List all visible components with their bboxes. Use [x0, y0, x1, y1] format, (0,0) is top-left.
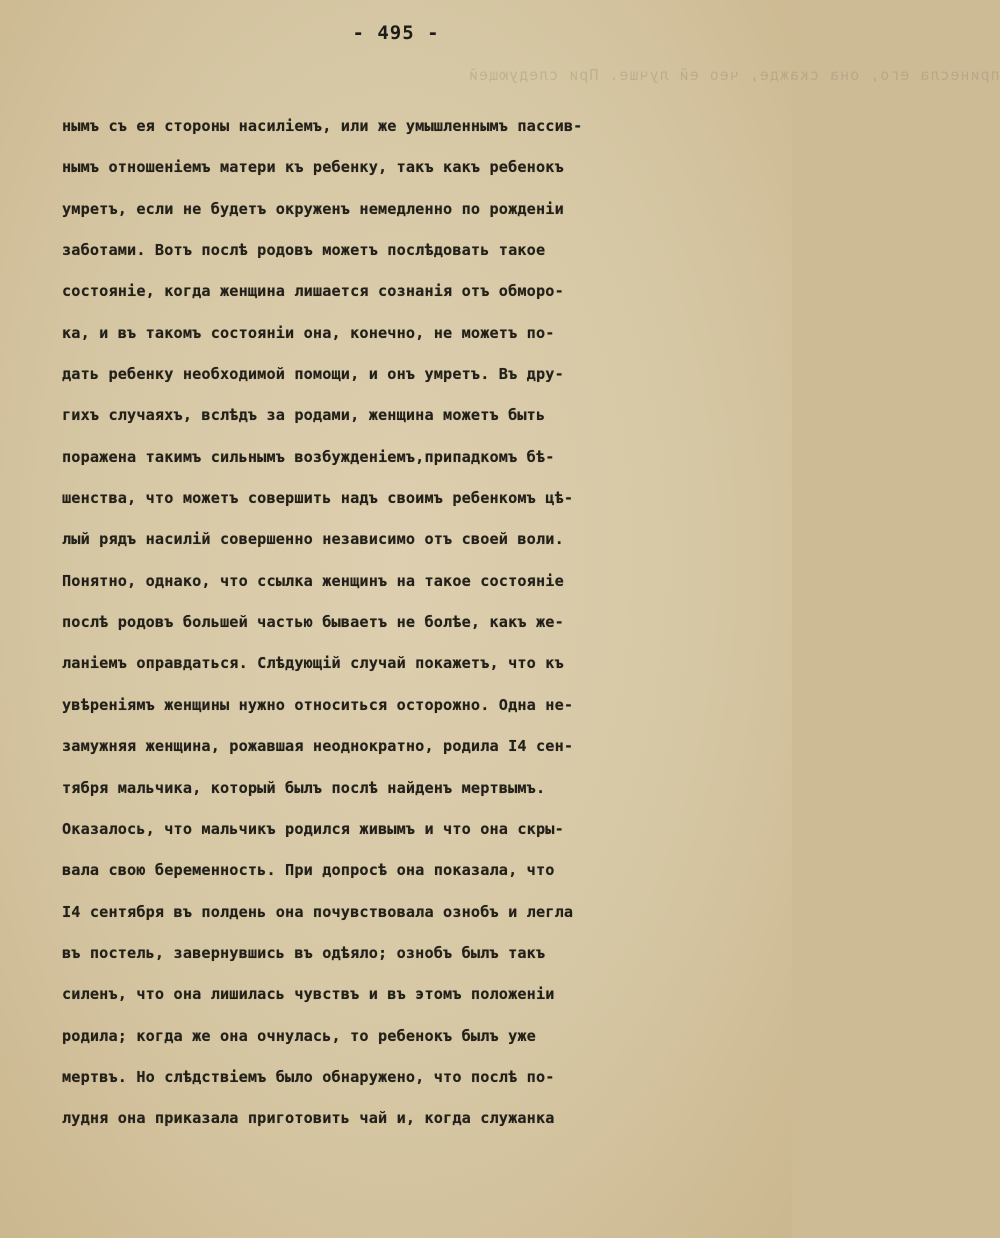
- text-line: нымъ отношеніемъ матери къ ребенку, такъ какъ ребенокъ: [62, 158, 564, 177]
- text-line: дать ребенку необходимой помощи, и онъ умретъ. Въ дру-: [62, 365, 564, 384]
- body-text: [62, 106, 774, 1140]
- bleed-through-text: принесла его, она скажде, чео ей лучше. При следующей: [468, 66, 1000, 84]
- text-line: заботами. Вотъ послѣ родовъ можетъ послѣдовать такое: [62, 241, 546, 260]
- text-line: родила; когда же она очнулась, то ребенокъ былъ уже: [62, 1026, 536, 1045]
- page-number: - 495 -: [352, 22, 440, 44]
- text-line: вала свою беременность. При допросѣ она показала, что: [62, 861, 555, 880]
- text-line: Оказалось, что мальчикъ родился живымъ и что она скры-: [62, 819, 564, 838]
- text-line: ка, и въ такомъ состояніи она, конечно, не можетъ по-: [62, 323, 555, 342]
- text-line: I4 сентября въ полдень она почувствовала ознобъ и легла: [62, 902, 574, 921]
- text-line: поражена такимъ сильнымъ возбужденіемъ,припадкомъ бѣ-: [62, 447, 555, 466]
- text-line: увѣреніямъ женщины нужно относиться осторожно. Одна не-: [62, 695, 574, 714]
- text-line: мертвъ. Но слѣдствіемъ было обнаружено, что послѣ по-: [62, 1067, 555, 1086]
- text-line: лый рядъ насилій совершенно независимо отъ своей воли.: [62, 530, 564, 549]
- text-line: шенства, что можетъ совершить надъ своимъ ребенкомъ цѣ-: [62, 489, 574, 508]
- text-line: гихъ случаяхъ, вслѣдъ за родами, женщина можетъ быть: [62, 406, 546, 425]
- text-line: тября мальчика, который былъ послѣ найденъ мертвымъ.: [62, 778, 546, 797]
- text-line: замужняя женщина, рожавшая неоднократно, родила I4 сен-: [62, 737, 574, 756]
- text-line: умретъ, если не будетъ окруженъ немедленно по рожденіи: [62, 199, 564, 218]
- text-line: ланіемъ оправдаться. Слѣдующій случай покажетъ, что къ: [62, 654, 564, 673]
- text-line: въ постель, завернувшись въ одѣяло; ознобъ былъ такъ: [62, 943, 546, 962]
- text-line: послѣ родовъ большей частью бываетъ не болѣе, какъ же-: [62, 613, 564, 632]
- text-line: Понятно, однако, что ссылка женщинъ на такое состояніе: [62, 571, 564, 590]
- text-line: лудня она приказала приготовить чай и, когда служанка: [62, 1109, 555, 1128]
- text-line: нымъ съ ея стороны насиліемъ, или же умышленнымъ пассив-: [62, 117, 583, 135]
- text-line: силенъ, что она лишилась чувствъ и въ этомъ положеніи: [62, 985, 555, 1004]
- text-line: состояніе, когда женщина лишается сознанія отъ обморо-: [62, 282, 564, 301]
